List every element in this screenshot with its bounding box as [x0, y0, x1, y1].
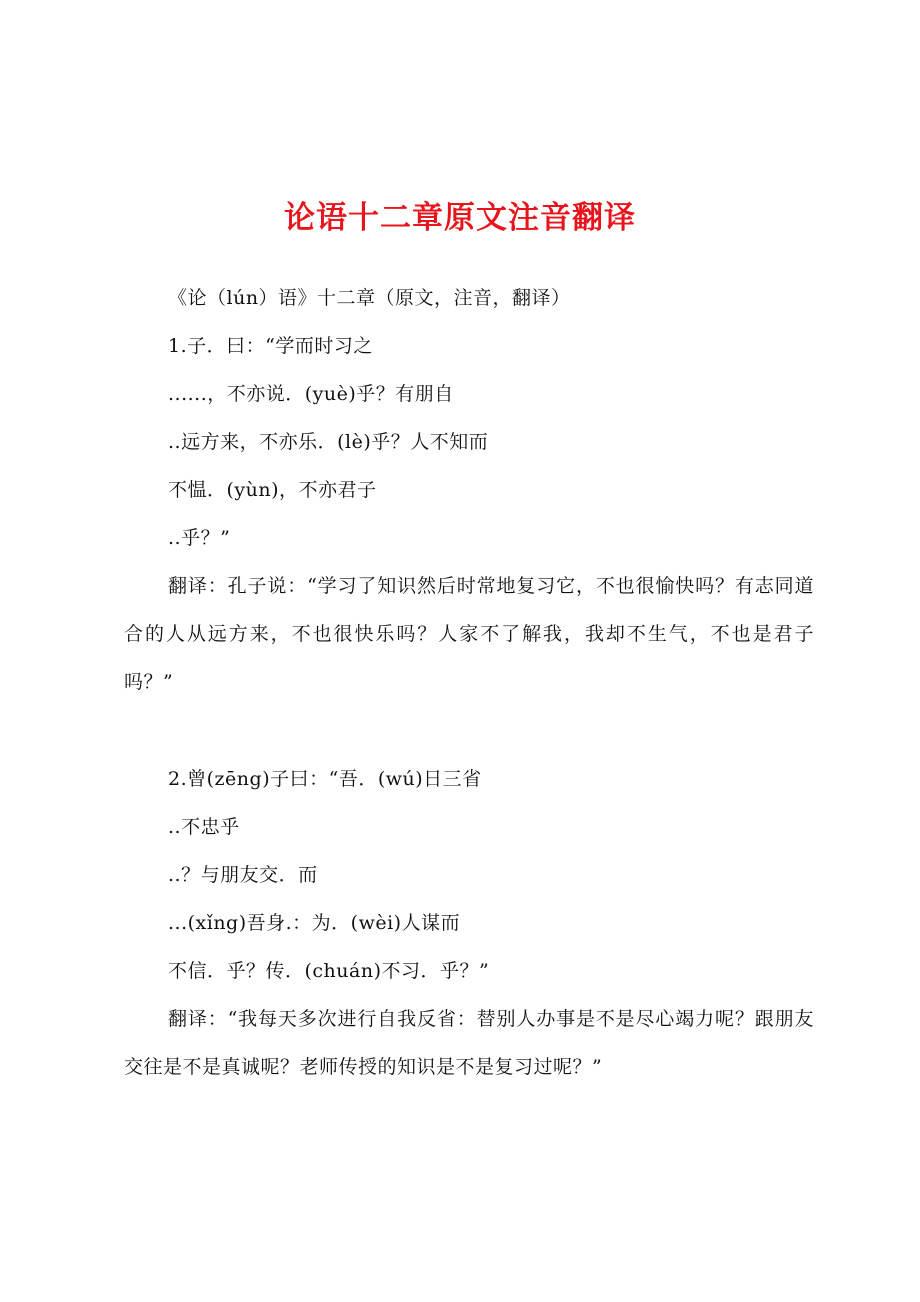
- chapter1-line-5: ..乎？”: [168, 527, 231, 549]
- document-title: 论语十二章原文注音翻译: [284, 200, 636, 236]
- chapter2-line-1: 2.曾(zēng)子曰：“吾．(wú)日三省: [168, 768, 482, 790]
- chapter1-line-1: 1.子．曰：“学而时习之: [168, 335, 373, 357]
- chapter2-line-3: ..？与朋友交．而: [168, 864, 318, 886]
- chapter1-line-3: ..远方来，不亦乐．(lè)乎？人不知而: [168, 431, 489, 453]
- chapter2-line-2: ..不忠乎: [168, 816, 240, 838]
- chapter2-translation: 翻译：“我每天多次进行自我反省：替别人办事是不是尽心竭力呢？跟朋友交往是不是真诚呢？老师传授的知识是不是复习过呢？”: [124, 1008, 814, 1078]
- chapter1-translation: 翻译：孔子说：“学习了知识然后时常地复习它，不也很愉快吗？有志同道合的人从远方来，不也很快乐吗？人家不了解我，我却不生气，不也是君子吗？”: [124, 575, 814, 693]
- chapter2-line-5: 不信．乎？传．(chuán)不习．乎？”: [168, 960, 490, 982]
- chapter1-line-2: ......，不亦说．(yuè)乎？有朋自: [168, 383, 454, 405]
- intro-line: 《论（lún）语》十二章（原文，注音，翻译）: [168, 287, 571, 309]
- chapter1-line-4: 不愠．(yùn)，不亦君子: [168, 479, 377, 501]
- chapter2-line-4: ...(xǐng)吾身.：为．(wèi)人谋而: [168, 912, 461, 934]
